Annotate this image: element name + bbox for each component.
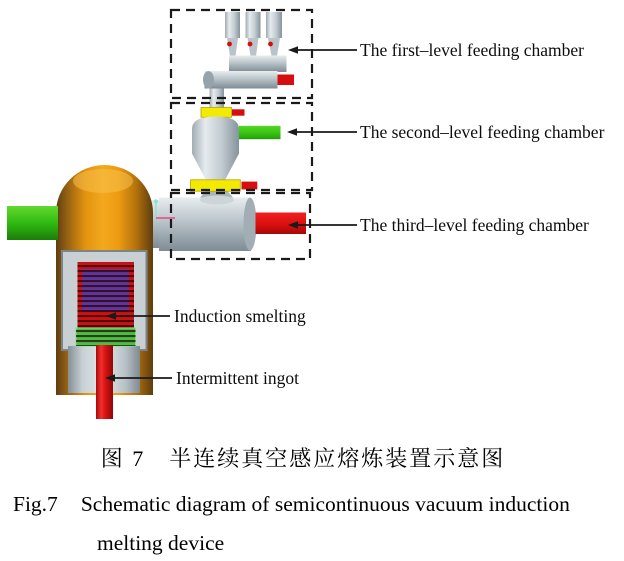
annotation-third-level	[288, 215, 589, 235]
lower-flange-red-stub	[242, 182, 258, 190]
caption-english-line2: melting device	[97, 531, 225, 555]
annotation-second-level	[287, 122, 605, 142]
third-level-cylinder	[159, 198, 251, 252]
figure-number: Fig.7	[13, 492, 58, 516]
feed-tube-2	[246, 12, 261, 38]
caption-english-line1	[13, 492, 570, 517]
caption-chinese: 图 7 半连续真空感应熔炼装置示意图	[100, 446, 506, 471]
label-first-level: The first–level feeding chamber	[360, 40, 584, 60]
caption-english-text: Schematic diagram of semicontinuous vacuum induction	[80, 492, 570, 516]
third-level-chamber	[159, 190, 306, 252]
first-level-red-stub	[278, 75, 295, 86]
feed-funnel-2	[248, 38, 259, 56]
material-dot-2	[248, 42, 253, 47]
second-level-body	[192, 117, 239, 154]
second-level-cone	[192, 154, 239, 182]
material-dot-1	[227, 42, 232, 47]
feed-tube-3	[266, 12, 282, 38]
label-induction-smelting: Induction smelting	[174, 306, 306, 326]
first-level-cylinder	[205, 71, 278, 89]
upper-flange-red-stub	[232, 109, 245, 115]
arrowhead	[288, 46, 298, 54]
third-level-red-stub	[256, 213, 307, 235]
label-intermittent-ingot: Intermittent ingot	[176, 368, 299, 388]
ingot-rod	[96, 345, 113, 419]
feed-funnel-3	[268, 38, 280, 56]
label-second-level: The second–level feeding chamber	[360, 122, 605, 142]
feed-tube-1	[225, 12, 240, 38]
label-third-level: The third–level feeding chamber	[360, 215, 589, 235]
green-feed-pipe	[7, 206, 58, 240]
cylinder-right-cap	[244, 198, 257, 251]
vessel-dome-highlight	[73, 169, 133, 193]
cylinder-left-cap	[203, 71, 214, 88]
manifold-block	[229, 56, 287, 73]
first-level-chamber	[203, 12, 294, 99]
cooling-block-stripes	[76, 328, 136, 346]
annotation-first-level	[288, 40, 584, 60]
arrowhead	[287, 128, 297, 136]
upper-flange-yellow	[201, 108, 232, 118]
feed-funnel-1	[227, 38, 238, 56]
second-level-green-stub	[239, 126, 281, 139]
second-level-chamber	[191, 98, 281, 191]
material-dot-3	[268, 42, 273, 47]
cylinder-top-joint	[200, 196, 234, 205]
coil-stripes	[78, 262, 135, 328]
